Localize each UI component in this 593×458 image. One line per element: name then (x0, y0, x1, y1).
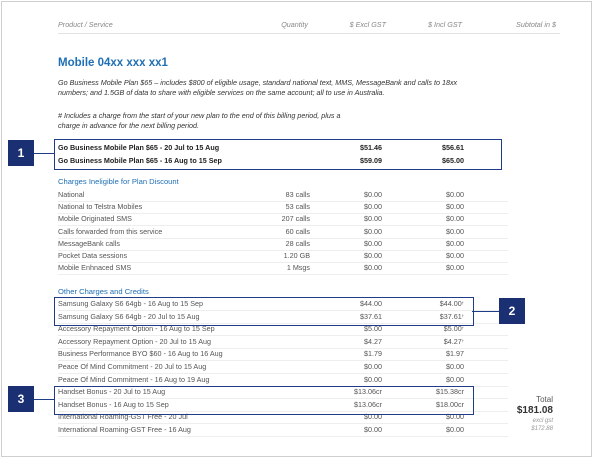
footnote-mark: † (461, 312, 464, 318)
amount-incl: $65.00 (442, 156, 464, 165)
amount-excl: $51.46 (360, 143, 382, 152)
charge-row (58, 348, 560, 360)
service-title: Mobile 04xx xxx xx1 (58, 57, 168, 69)
item-name: Peace Of Mind Commitment - 16 Aug to 19 Aug (58, 374, 210, 384)
footnote-mark: † (461, 337, 464, 343)
callout-box-3 (54, 386, 474, 415)
amount-incl: $5.00 (443, 324, 462, 334)
item-name: International Roaming-GST Free - 20 Jul (58, 412, 188, 422)
amount-incl: $15.38cr (436, 387, 464, 397)
item-name: Peace Of Mind Commitment - 20 Jul to 15 Aug (58, 362, 207, 371)
item-quantity: 207 calls (281, 214, 310, 224)
item-quantity: 1.20 GB (283, 251, 310, 260)
item-quantity: 1 Msgs (286, 263, 310, 273)
amount-incl: $0.00 (446, 190, 464, 199)
amount-incl: $37.61 (439, 311, 462, 321)
item-name: Mobile Enhnaced SMS (58, 263, 132, 273)
plan-description: Go Business Mobile Plan $65 – includes $800 of eligible usage, standard national text, MMS, MessageBank and calls to 18xx numbers; and 1.5GB of data to share with eligible services on the same account; all to use in Australia. (58, 78, 458, 97)
item-quantity: 53 calls (285, 202, 310, 212)
col-header-quantity: Quantity (281, 20, 308, 29)
amount-excl: $0.00 (364, 190, 382, 199)
billing-note: # Includes a charge from the start of your new plan to the end of this billing period, plus a charge in advance for the next billing period. (58, 111, 341, 130)
amount-excl: $0.00 (364, 374, 382, 384)
amount-incl: $0.00 (446, 263, 464, 273)
callout-connector-2 (472, 311, 499, 312)
item-name: Accessory Repayment Option - 16 Aug to 15 Sep (58, 324, 215, 334)
item-name: Go Business Mobile Plan $65 - 20 Jul to 15 Aug (58, 143, 220, 152)
charge-row (58, 238, 560, 250)
amount-excl: $0.00 (364, 238, 382, 248)
amount-excl: $0.00 (364, 412, 382, 422)
col-header-excl-gst: $ Excl GST (349, 20, 386, 29)
charge-row (58, 250, 560, 262)
col-header-product: Product / Service (58, 20, 113, 29)
callout-box-1 (54, 139, 502, 170)
row-divider (58, 274, 508, 275)
amount-incl: $0.00 (446, 425, 464, 434)
item-name: Pocket Data sessions (58, 251, 128, 260)
amount-incl-cell (446, 189, 464, 201)
footnote-mark: † (461, 325, 464, 331)
item-quantity: 60 calls (285, 226, 310, 236)
amount-incl-cell (446, 226, 464, 238)
amount-excl: $0.00 (364, 226, 382, 236)
amount-incl-cell (446, 424, 464, 436)
footnote-mark: † (461, 300, 464, 305)
amount-excl: $5.00 (364, 324, 382, 334)
section-title-ineligible: Charges Ineligible for Plan Discount (58, 177, 179, 186)
amount-incl-cell (446, 201, 464, 213)
item-name: National to Telstra Mobiles (58, 202, 143, 212)
charge-row (58, 424, 560, 436)
col-header-subtotal: Subtotal in $ (516, 20, 556, 29)
amount-incl-cell (446, 250, 464, 262)
item-name: Calls forwarded from this service (58, 226, 163, 236)
amount-incl-cell (446, 262, 464, 274)
amount-incl-cell (446, 213, 464, 225)
amount-incl: $0.00 (446, 202, 464, 212)
amount-excl: $0.00 (364, 362, 382, 371)
amount-excl: $0.00 (364, 214, 382, 224)
item-name: Mobile Originated SMS (58, 214, 132, 224)
amount-excl: $0.00 (364, 202, 382, 212)
section-title-other-charges: Other Charges and Credits (58, 287, 149, 296)
callout-marker-1: 1 (8, 140, 34, 166)
row-divider (58, 436, 508, 437)
header-divider (58, 33, 560, 34)
item-name: Go Business Mobile Plan $65 - 16 Aug to 15 Sep (58, 156, 222, 165)
amount-excl: $59.09 (360, 156, 382, 165)
total-excl-value: $172.88 (531, 426, 553, 432)
amount-incl-cell (446, 238, 464, 250)
amount-excl: $1.79 (364, 349, 382, 359)
amount-excl: $37.61 (360, 311, 382, 321)
amount-excl: $44.00 (360, 299, 382, 308)
amount-incl: $0.00 (446, 412, 464, 422)
item-quantity: 28 calls (285, 238, 310, 248)
amount-incl: $0.00 (446, 362, 464, 371)
amount-incl: $18.00cr (436, 399, 464, 409)
item-name: Handset Bonus - 20 Jul to 15 Aug (58, 387, 166, 397)
amount-incl: $44.00 (439, 299, 462, 308)
col-header-incl-gst: $ Incl GST (428, 20, 462, 29)
item-name: Samsung Galaxy S6 64gb - 16 Aug to 15 Sep (58, 299, 204, 308)
amount-incl-cell (446, 374, 464, 386)
amount-incl: $1.97 (446, 349, 464, 359)
amount-excl: $4.27 (364, 336, 382, 346)
amount-incl: $0.00 (446, 238, 464, 248)
item-name: Handset Bonus - 16 Aug to 15 Sep (58, 399, 169, 409)
charge-row (58, 213, 560, 225)
amount-incl: $0.00 (446, 226, 464, 236)
amount-incl: $0.00 (446, 251, 464, 260)
charge-row (58, 374, 560, 386)
total-excl-label: excl gst (532, 418, 553, 424)
charge-row (58, 201, 560, 213)
item-name: National (58, 190, 85, 199)
charge-row (58, 226, 560, 238)
amount-incl: $4.27 (443, 336, 462, 346)
item-quantity: 83 calls (285, 190, 310, 199)
item-name: International Roaming-GST Free - 16 Aug (58, 425, 191, 434)
amount-excl: $0.00 (364, 251, 382, 260)
charge-row (58, 189, 560, 201)
callout-box-2 (54, 297, 474, 326)
charge-row (58, 262, 560, 274)
amount-incl: $0.00 (446, 214, 464, 224)
amount-incl: $0.00 (446, 374, 464, 384)
callout-marker-3: 3 (8, 386, 34, 412)
item-name: MessageBank calls (58, 238, 120, 248)
item-name: Samsung Galaxy S6 64gb - 20 Jul to 15 Aug (58, 311, 200, 321)
charge-row (58, 361, 560, 373)
amount-incl-cell (444, 336, 464, 348)
amount-incl-cell (446, 348, 464, 360)
amount-excl: $0.00 (364, 263, 382, 273)
charge-row (58, 336, 560, 348)
amount-excl: $13.06cr (354, 399, 382, 409)
amount-incl-cell (446, 361, 464, 373)
item-name: Business Performance BYO $60 - 16 Aug to 16 Aug (58, 349, 223, 359)
callout-connector-1 (34, 153, 54, 154)
amount-incl: $56.61 (442, 143, 464, 152)
total-value: $181.08 (516, 405, 553, 416)
callout-connector-3 (34, 399, 54, 400)
item-name: Accessory Repayment Option - 20 Jul to 15 Aug (58, 336, 212, 346)
amount-excl: $0.00 (364, 425, 382, 434)
total-label: Total (536, 395, 553, 404)
amount-excl: $13.06cr (354, 387, 382, 397)
callout-marker-2: 2 (499, 298, 525, 324)
